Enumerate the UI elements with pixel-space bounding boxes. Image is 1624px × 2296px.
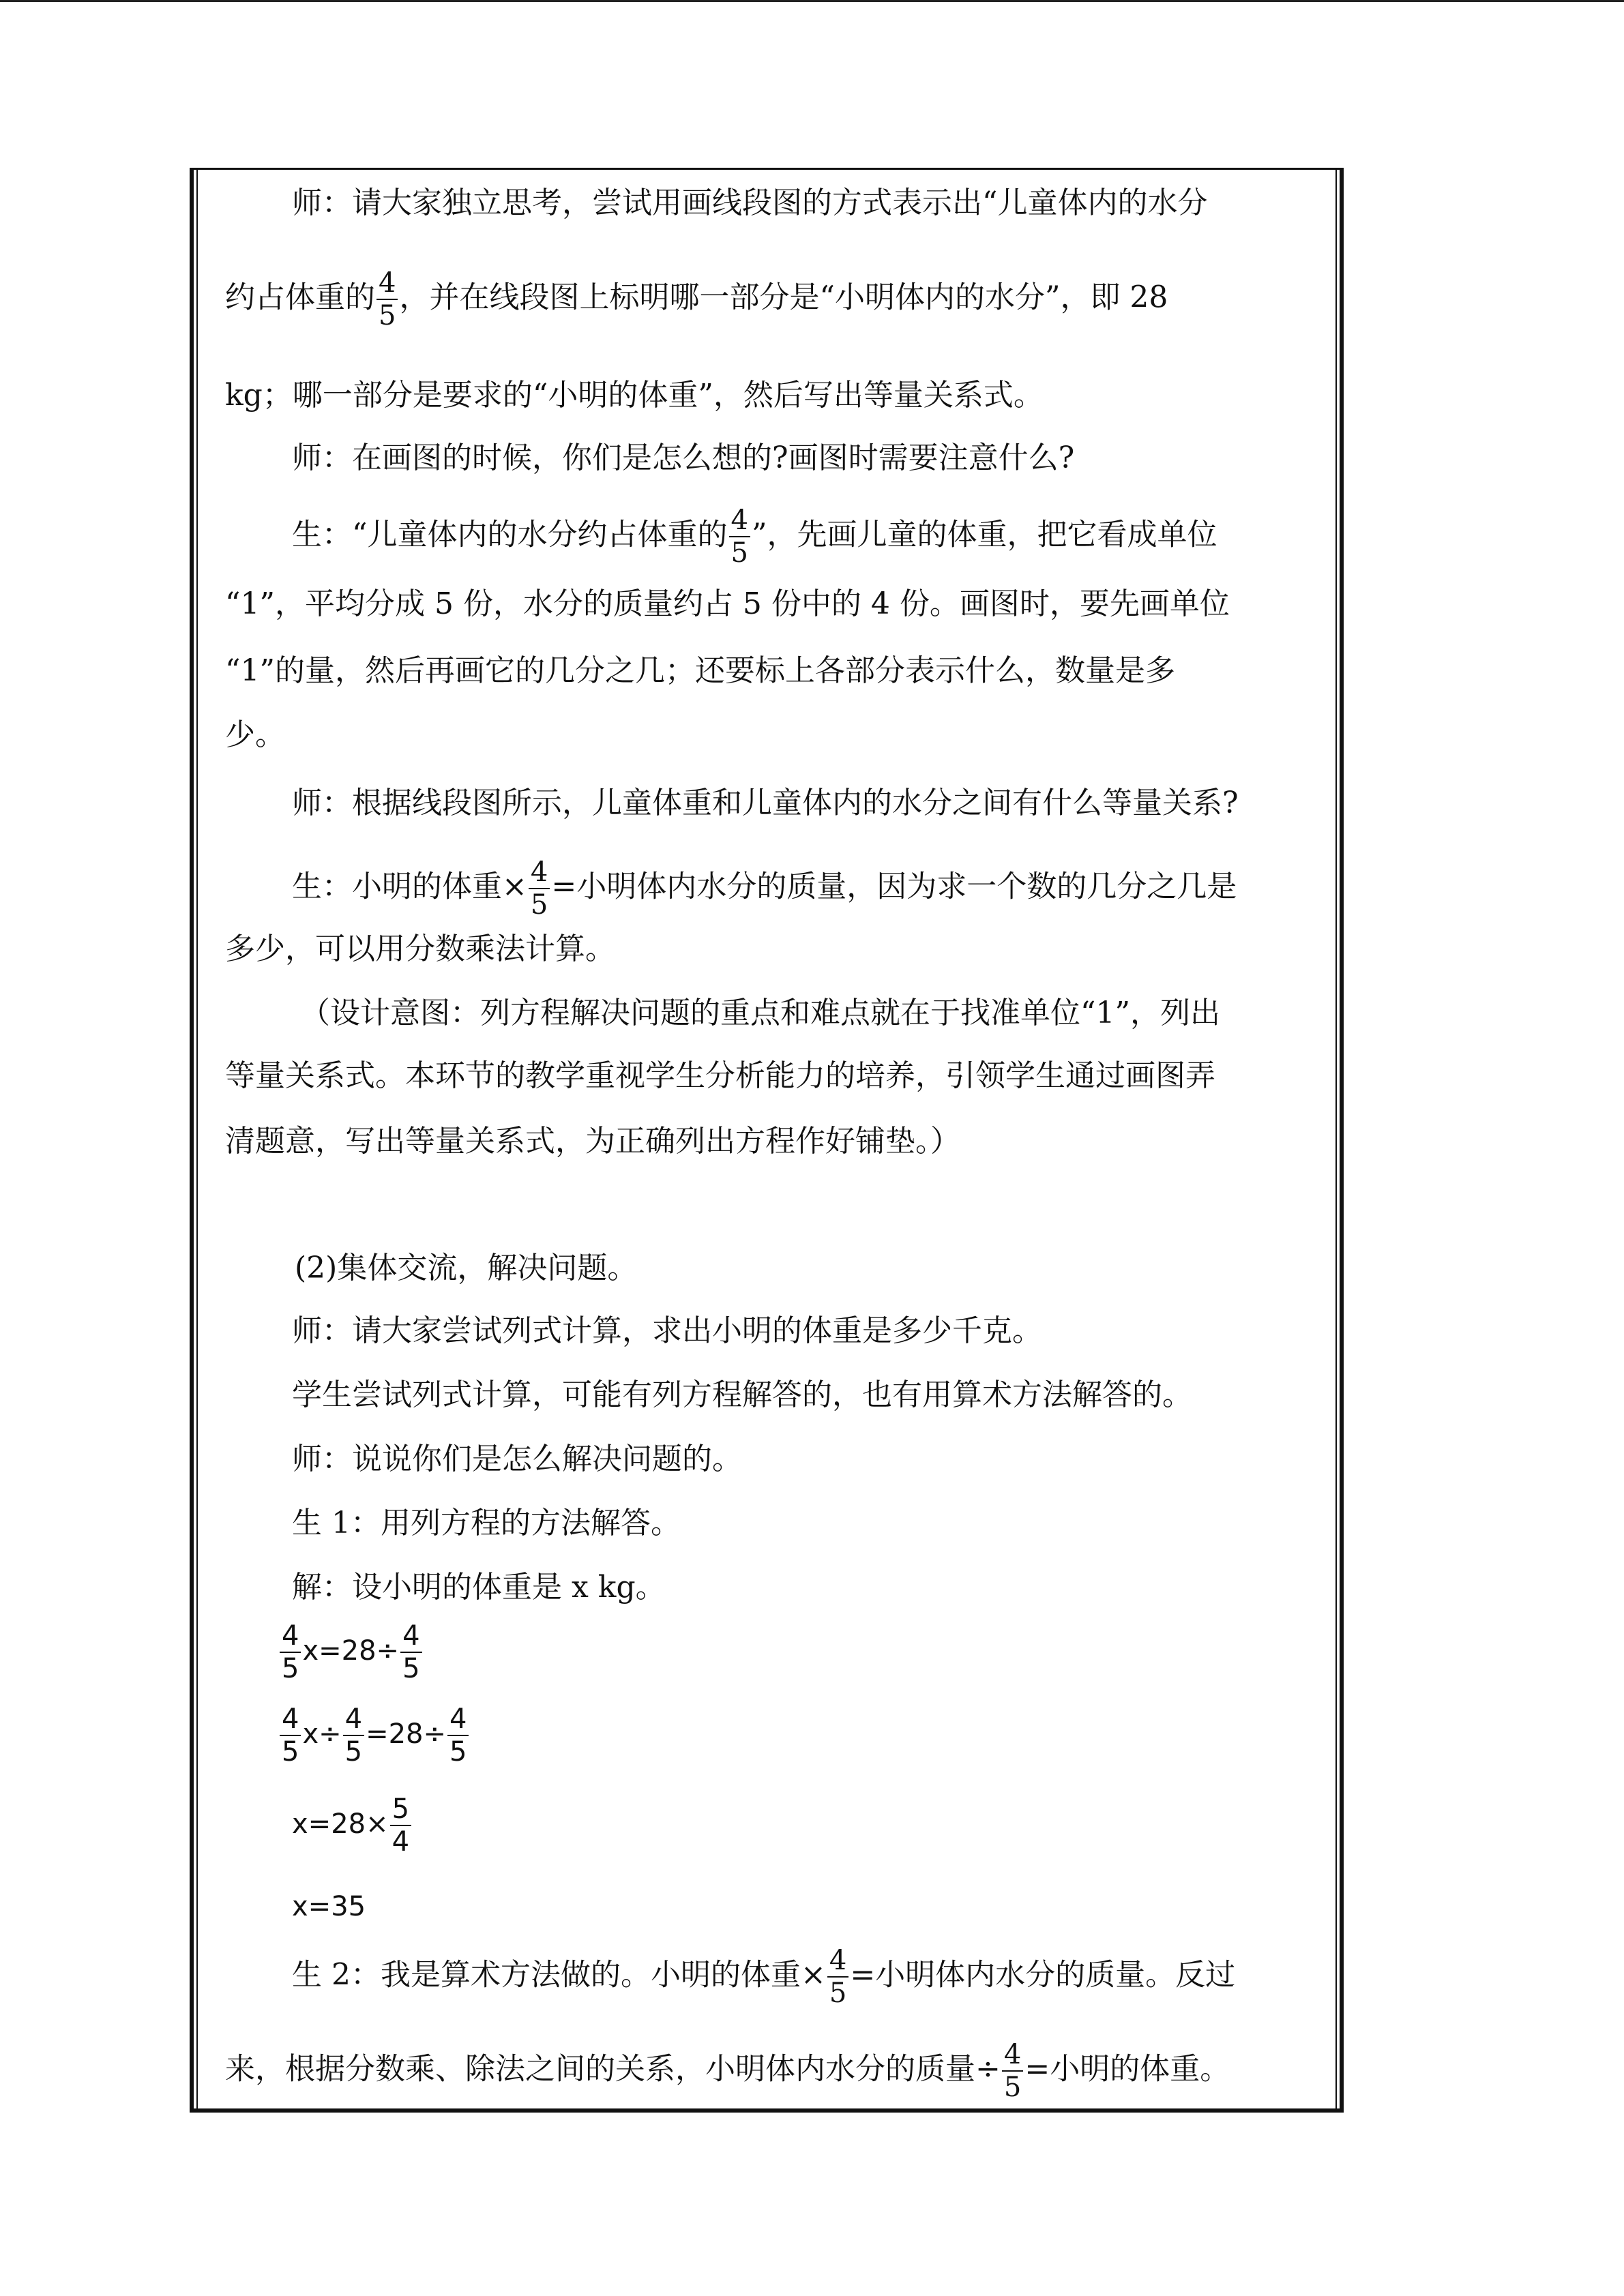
fraction-denominator: 4 (392, 1826, 410, 1858)
fraction-four-fifths (280, 1703, 301, 1768)
fraction-denominator: 5 (402, 1653, 420, 1684)
design-intent-line-3: 清题意，写出等量关系式，为正确列出方程作好铺垫。） (225, 1124, 960, 1159)
fraction-numerator: 4 (1002, 2039, 1023, 2072)
fraction-four-fifths (529, 856, 550, 921)
p7-line-1 (292, 1945, 1235, 2009)
s2-line-2: 学生尝试列式计算，可能有列方程解答的，也有用算术方法解答的。 (292, 1377, 1192, 1412)
fraction-denominator: 5 (379, 300, 396, 331)
s2-line-1: 师：请大家尝试列式计算，求出小明的体重是多少千克。 (292, 1313, 1042, 1348)
equation-3 (292, 1793, 413, 1858)
design-intent-line-1: （设计意图：列方程解决问题的重点和难点就在于找准单位“1”，列出 (300, 996, 1220, 1030)
fraction-numerator: 4 (529, 856, 550, 889)
fraction-denominator: 5 (829, 1978, 847, 2009)
p3-line-1-text-b: ”，先画儿童的体重，把它看成单位 (751, 517, 1217, 552)
fraction-numerator: 4 (729, 505, 750, 537)
p1-line-2-text-b: ，并在线段图上标明哪一部分是“小明体内的水分”，即 28 (399, 280, 1168, 315)
p7-line-2-text-b: =小明的体重。 (1024, 2051, 1230, 2087)
fraction-four-fifths (447, 1703, 469, 1768)
s2-line-4: 生 1：用列方程的方法解答。 (292, 1506, 681, 1540)
fraction-four-fifths (729, 505, 750, 569)
p5-line-1 (292, 856, 1237, 921)
s2-line-5: 解：设小明的体重是 x kg。 (292, 1570, 666, 1605)
design-intent-line-2: 等量关系式。本环节的教学重视学生分析能力的培养，引领学生通过画图弄 (225, 1058, 1215, 1093)
p4-line: 师：根据线段图所示，儿童体重和儿童体内的水分之间有什么等量关系? (292, 786, 1239, 820)
fraction-four-fifths (827, 1945, 848, 2009)
p3-line-1 (292, 505, 1217, 569)
fraction-numerator: 4 (280, 1703, 301, 1736)
s2-line-3: 师：说说你们是怎么解决问题的。 (292, 1442, 742, 1476)
p5-line-1-text-b: =小明体内水分的质量，因为求一个数的几分之几是 (551, 869, 1237, 904)
fraction-four-fifths (1002, 2039, 1023, 2103)
fraction-numerator: 4 (447, 1703, 469, 1736)
p7-line-2-text-a: 来，根据分数乘、除法之间的关系，小明体内水分的质量÷ (225, 2051, 1001, 2087)
p1-line-2-text-a: 约占体重的 (225, 280, 375, 315)
p1-line-1: 师：请大家独立思考，尝试用画线段图的方式表示出“儿童体内的水分 (292, 185, 1208, 220)
equation-4: x=35 (292, 1891, 366, 1922)
p3-line-4: 少。 (225, 717, 285, 752)
fraction-denominator: 5 (1003, 2072, 1022, 2103)
fraction-denominator: 5 (282, 1736, 299, 1768)
p3-line-2: “1”，平均分成 5 份，水分的质量约占 5 份中的 4 份。画图时，要先画单位 (225, 586, 1230, 621)
p7-line-2 (225, 2039, 1230, 2103)
p7-line-1-text-b: =小明体内水分的质量。反过 (850, 1957, 1236, 1993)
fraction-four-fifths (400, 1620, 422, 1684)
fraction-numerator: 4 (827, 1945, 848, 1978)
fraction-numerator: 4 (400, 1620, 422, 1653)
p2-line: 师：在画图的时候，你们是怎么想的?画图时需要注意什么? (292, 441, 1075, 475)
fraction-numerator: 4 (377, 267, 398, 300)
section-heading: (2)集体交流，解决问题。 (295, 1251, 638, 1285)
p1-line-2 (225, 267, 1168, 331)
fraction-four-fifths (280, 1620, 301, 1684)
fraction-numerator: 5 (390, 1793, 411, 1826)
p5-line-2: 多少，可以用分数乘法计算。 (225, 931, 615, 966)
equation-2-text-b: =28÷ (366, 1718, 447, 1750)
p1-line-3: kg；哪一部分是要求的“小明的体重”，然后写出等量关系式。 (225, 378, 1044, 413)
page-top-rule (0, 0, 1624, 2)
fraction-denominator: 5 (282, 1653, 299, 1684)
fraction-denominator: 5 (449, 1736, 467, 1768)
equation-2-text-a: x÷ (302, 1718, 342, 1750)
fraction-denominator: 5 (730, 537, 748, 569)
fraction-four-fifths (343, 1703, 364, 1768)
fraction-numerator: 4 (343, 1703, 364, 1736)
equation-1-text: x=28÷ (302, 1635, 400, 1667)
fraction-four-fifths (377, 267, 398, 331)
fraction-denominator: 5 (344, 1736, 363, 1768)
equation-1 (278, 1620, 424, 1684)
fraction-five-fourths (390, 1793, 411, 1858)
fraction-denominator: 5 (530, 889, 548, 921)
equation-2 (278, 1703, 470, 1768)
p3-line-1-text-a: 生：“儿童体内的水分约占体重的 (292, 517, 728, 552)
fraction-numerator: 4 (280, 1620, 301, 1653)
p5-line-1-text-a: 生：小明的体重× (292, 869, 527, 904)
p3-line-3: “1”的量，然后再画它的几分之几；还要标上各部分表示什么，数量是多 (225, 653, 1175, 688)
p7-line-1-text-a: 生 2：我是算术方法做的。小明的体重× (292, 1957, 826, 1993)
equation-3-text: x=28× (292, 1808, 389, 1840)
